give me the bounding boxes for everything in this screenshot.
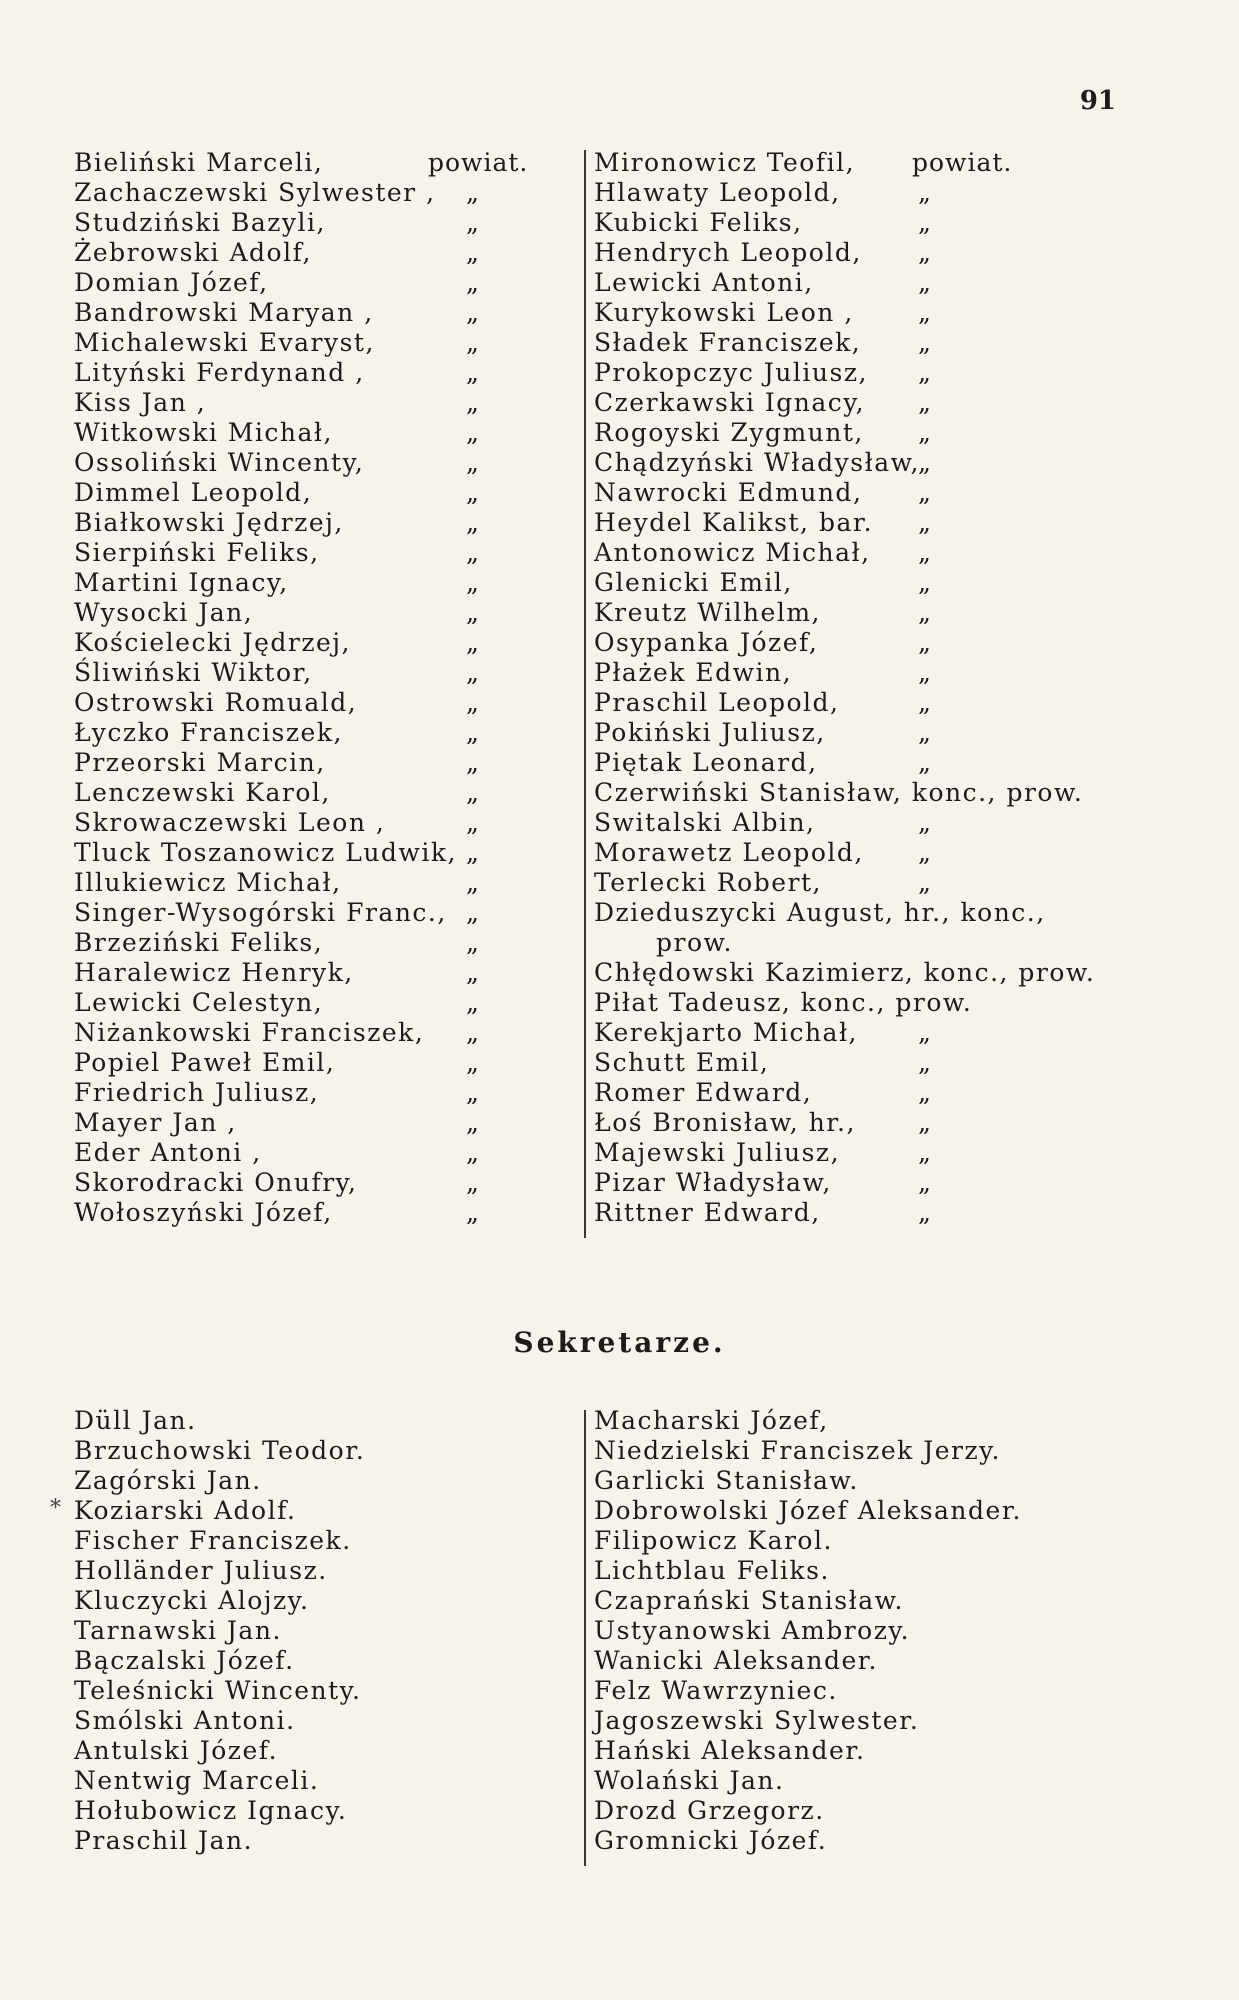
entry-name: Mironowicz Teofil, (594, 148, 856, 177)
entry-name: Rittner Edward, (594, 1198, 821, 1227)
name-entry (594, 538, 1094, 568)
name-entry (594, 238, 1094, 268)
name-entry (594, 868, 1094, 898)
powiat-list-left (74, 148, 544, 1228)
entry-mark: „ (918, 568, 933, 597)
secretary-entry: Kluczycki Alojzy. (74, 1586, 310, 1615)
entry-name: Lewicki Celestyn, (74, 988, 324, 1017)
entry-mark: „ (918, 1018, 933, 1047)
entry-mark: „ (918, 658, 933, 687)
name-entry (74, 1138, 544, 1168)
name-entry (74, 778, 544, 808)
name-entry (74, 718, 544, 748)
entry-mark: „ (918, 448, 933, 477)
entry-name: Czerkawski Ignacy, (594, 388, 866, 417)
name-entry (74, 568, 544, 598)
name-entry (74, 508, 544, 538)
powiat-list-right (594, 148, 1094, 1228)
entry-name: Haralewicz Henryk, (74, 958, 354, 987)
name-entry (594, 898, 1094, 928)
secretary-entry: Wolański Jan. (594, 1766, 785, 1795)
name-entry (594, 808, 1094, 838)
entry-name: Sładek Franciszek, (594, 328, 862, 357)
name-entry (74, 1168, 544, 1198)
entry-mark: „ (466, 298, 481, 327)
name-entry (74, 1198, 544, 1228)
entry-mark: „ (466, 838, 481, 867)
secretary-entry: Ustyanowski Ambrozy. (594, 1616, 911, 1645)
entry-name: Lewicki Antoni, (594, 268, 814, 297)
name-entry (594, 1138, 1094, 1168)
secretary-entry: Smólski Antoni. (74, 1706, 296, 1735)
entry-name: Michalewski Evaryst, (74, 328, 375, 357)
entry-name: Glenicki Emil, (594, 568, 793, 597)
entry-name: Piętak Leonard, (594, 748, 818, 777)
entry-name: Romer Edward, (594, 1078, 813, 1107)
entry-mark: „ (466, 628, 481, 657)
secretary-entry: Czaprański Stanisław. (594, 1586, 904, 1615)
entry-mark: powiat. (912, 148, 1013, 177)
entry-name: Skorodracki Onufry, (74, 1168, 358, 1197)
entry-mark: „ (466, 538, 481, 567)
entry-mark: „ (466, 958, 481, 987)
name-entry (594, 508, 1094, 538)
secretary-entry: Teleśnicki Wincenty. (74, 1676, 362, 1705)
entry-mark: „ (466, 1198, 481, 1227)
entry-name: Illukiewicz Michał, (74, 868, 342, 897)
entry-name: Tluck Toszanowicz Ludwik, (74, 838, 457, 867)
entry-mark: „ (466, 898, 481, 927)
entry-mark: „ (918, 538, 933, 567)
entry-name: Kościelecki Jędrzej, (74, 628, 351, 657)
entry-mark: „ (466, 598, 481, 627)
name-entry (74, 598, 544, 628)
entry-name: Białkowski Jędrzej, (74, 508, 344, 537)
secretary-entry: Koziarski Adolf. (74, 1496, 297, 1525)
entry-mark: „ (918, 838, 933, 867)
entry-mark: „ (918, 868, 933, 897)
entry-name: Rogoyski Zygmunt, (594, 418, 864, 447)
entry-name: Nawrocki Edmund, (594, 478, 863, 507)
name-entry (594, 1168, 1094, 1198)
name-entry (74, 808, 544, 838)
entry-mark: „ (466, 478, 481, 507)
entry-name: Popiel Paweł Emil, (74, 1048, 336, 1077)
name-entry (74, 328, 544, 358)
name-entry (74, 1078, 544, 1108)
secretary-entry: Nentwig Marceli. (74, 1766, 320, 1795)
entry-name: Schutt Emil, (594, 1048, 770, 1077)
entry-mark: „ (466, 388, 481, 417)
entry-mark: „ (466, 268, 481, 297)
entry-name: Mayer Jan , (74, 1108, 237, 1137)
entry-mark: „ (466, 208, 481, 237)
secretary-entry: Garlicki Stanisław. (594, 1466, 859, 1495)
secretary-entry: Antulski Józef. (74, 1736, 279, 1765)
entry-mark: „ (918, 478, 933, 507)
secretary-entry: Lichtblau Feliks. (594, 1556, 830, 1585)
name-entry (74, 178, 544, 208)
entry-mark: „ (918, 718, 933, 747)
name-entry (594, 328, 1094, 358)
entry-name: Ossoliński Wincenty, (74, 448, 365, 477)
entry-name: Chądzyński Władysław, (594, 448, 921, 477)
name-entry (74, 958, 544, 988)
entry-mark: „ (466, 778, 481, 807)
entry-name: Chłędowski Kazimierz, konc., prow. (594, 958, 1096, 987)
entry-name: Switalski Albin, (594, 808, 816, 837)
secretary-entry: Düll Jan. (74, 1406, 197, 1435)
entry-name: Piłat Tadeusz, konc., prow. (594, 988, 973, 1017)
entry-name: Kurykowski Leon , (594, 298, 854, 327)
entry-mark: „ (466, 1108, 481, 1137)
secretary-entry: Macharski Józef, (594, 1406, 829, 1435)
entry-mark: powiat. (428, 148, 529, 177)
page-number: 91 (1079, 86, 1116, 116)
entry-name: Wołoszyński Józef, (74, 1198, 333, 1227)
name-entry (594, 298, 1094, 328)
name-entry (594, 358, 1094, 388)
entry-mark: „ (466, 808, 481, 837)
entry-name: Sierpiński Feliks, (74, 538, 320, 567)
secretary-entry: Gromnicki Józef. (594, 1826, 828, 1855)
name-entry (74, 1108, 544, 1138)
entry-mark: „ (466, 928, 481, 957)
entry-mark: „ (466, 688, 481, 717)
entry-name: Kiss Jan , (74, 388, 207, 417)
entry-mark: „ (466, 718, 481, 747)
entry-name: Morawetz Leopold, (594, 838, 864, 867)
entry-mark: „ (466, 418, 481, 447)
name-entry (74, 838, 544, 868)
secretary-entry: Brzuchowski Teodor. (74, 1436, 366, 1465)
entry-mark: „ (918, 688, 933, 717)
entry-name: Witkowski Michał, (74, 418, 333, 447)
entry-mark: „ (918, 208, 933, 237)
name-entry (74, 538, 544, 568)
entry-name: Łoś Bronisław, hr., (594, 1108, 856, 1137)
entry-name: Zachaczewski Sylwester , (74, 178, 436, 207)
name-entry (594, 688, 1094, 718)
entry-name: Śliwiński Wiktor, (74, 658, 313, 687)
name-entry (594, 268, 1094, 298)
name-entry (594, 148, 1094, 178)
entry-name: Domian Józef, (74, 268, 269, 297)
entry-mark: „ (466, 1018, 481, 1047)
name-entry (594, 568, 1094, 598)
name-entry (74, 478, 544, 508)
entry-name: Terlecki Robert, (594, 868, 822, 897)
entry-mark: „ (466, 328, 481, 357)
entry-mark: „ (466, 748, 481, 777)
entry-mark: „ (466, 658, 481, 687)
secretary-entry: Bączalski Józef. (74, 1646, 295, 1675)
secretary-entry: Hołubowicz Ignacy. (74, 1796, 348, 1825)
entry-name: Niżankowski Franciszek, (74, 1018, 425, 1047)
name-entry (74, 358, 544, 388)
secretary-entry: Wanicki Aleksander. (594, 1646, 878, 1675)
entry-name: Praschil Leopold, (594, 688, 840, 717)
entry-name: Żebrowski Adolf, (74, 238, 312, 267)
entry-mark: „ (918, 238, 933, 267)
entry-mark: „ (918, 628, 933, 657)
entry-name: Hlawaty Leopold, (594, 178, 841, 207)
entry-name: Majewski Juliusz, (594, 1138, 841, 1167)
entry-name: Studziński Bazyli, (74, 208, 326, 237)
entry-mark: „ (918, 1078, 933, 1107)
entry-mark: „ (918, 178, 933, 207)
entry-name: Hendrych Leopold, (594, 238, 862, 267)
name-entry (74, 928, 544, 958)
entry-mark: „ (466, 178, 481, 207)
entry-name: Płażek Edwin, (594, 658, 793, 687)
secretary-entry: Hański Aleksander. (594, 1736, 866, 1765)
name-entry (74, 1018, 544, 1048)
entry-mark: „ (918, 598, 933, 627)
name-entry (594, 748, 1094, 778)
entry-mark: „ (918, 358, 933, 387)
entry-name: Eder Antoni , (74, 1138, 262, 1167)
name-entry (594, 418, 1094, 448)
entry-name: Brzeziński Feliks, (74, 928, 324, 957)
entry-mark: „ (918, 1198, 933, 1227)
name-entry (74, 418, 544, 448)
column-divider-bottom (584, 1410, 586, 1866)
name-entry (594, 448, 1094, 478)
name-entry (74, 388, 544, 418)
entry-name: Pokiński Juliusz, (594, 718, 826, 747)
secretary-entry: Felz Wawrzyniec. (594, 1676, 838, 1705)
entry-name: Ostrowski Romuald, (74, 688, 358, 717)
entry-mark: „ (466, 1048, 481, 1077)
secretary-entry: Fischer Franciszek. (74, 1526, 352, 1555)
name-entry (74, 448, 544, 478)
entry-mark: „ (466, 1168, 481, 1197)
entry-name: Bieliński Marceli, (74, 148, 324, 177)
secretary-entry: Tarnawski Jan. (74, 1616, 282, 1645)
entry-mark: „ (466, 1078, 481, 1107)
entry-mark: „ (466, 508, 481, 537)
entry-mark: „ (466, 448, 481, 477)
name-entry (74, 658, 544, 688)
sekretarze-list-right (594, 1406, 1022, 1856)
entry-mark: „ (918, 268, 933, 297)
secretary-entry: Holländer Juliusz. (74, 1556, 328, 1585)
entry-mark: „ (918, 388, 933, 417)
entry-mark: „ (918, 1168, 933, 1197)
entry-name: Kerekjarto Michał, (594, 1018, 858, 1047)
name-entry (594, 658, 1094, 688)
entry-mark: „ (918, 1108, 933, 1137)
asterisk-mark: * (50, 1496, 61, 1521)
name-entry (594, 958, 1094, 988)
name-entry (74, 268, 544, 298)
secretary-entry: Dobrowolski Józef Aleksander. (594, 1496, 1022, 1525)
name-entry (594, 178, 1094, 208)
entry-mark: „ (466, 1138, 481, 1167)
entry-name: Pizar Władysław, (594, 1168, 832, 1197)
secretary-entry: Jagoszewski Sylwester. (594, 1706, 920, 1735)
entry-mark: „ (918, 298, 933, 327)
entry-mark: „ (466, 568, 481, 597)
name-entry (594, 988, 1094, 1018)
entry-name: Prokopczyc Juliusz, (594, 358, 868, 387)
entry-name: Dzieduszycki August, hr., konc., (594, 898, 1046, 927)
entry-name: Singer-Wysogórski Franc., (74, 898, 447, 927)
name-entry (74, 148, 544, 178)
name-entry (74, 688, 544, 718)
entry-name: Kreutz Wilhelm, (594, 598, 821, 627)
entry-mark: „ (918, 808, 933, 837)
secretary-entry: Drozd Grzegorz. (594, 1796, 825, 1825)
entry-mark: „ (918, 1138, 933, 1167)
name-entry (594, 838, 1094, 868)
name-entry (594, 928, 1094, 958)
secretary-entry: Niedzielski Franciszek Jerzy. (594, 1436, 1001, 1465)
name-entry (594, 388, 1094, 418)
entry-name: Wysocki Jan, (74, 598, 254, 627)
name-entry (594, 1198, 1094, 1228)
name-entry (74, 988, 544, 1018)
name-entry (74, 1048, 544, 1078)
entry-name: Skrowaczewski Leon , (74, 808, 386, 837)
name-entry (594, 778, 1094, 808)
entry-mark: „ (466, 238, 481, 267)
entry-name: Osypanka Józef, (594, 628, 819, 657)
name-entry (594, 1108, 1094, 1138)
entry-mark: „ (466, 868, 481, 897)
name-entry (74, 868, 544, 898)
column-divider-top (584, 150, 586, 1238)
name-entry (74, 628, 544, 658)
entry-mark: „ (918, 328, 933, 357)
sekretarze-list-left (74, 1406, 365, 1856)
section-title-sekretarze: Sekretarze. (513, 1326, 726, 1359)
entry-name: Lenczewski Karol, (74, 778, 331, 807)
entry-name: Martini Ignacy, (74, 568, 289, 597)
name-entry (74, 298, 544, 328)
secretary-entry: Zagórski Jan. (74, 1466, 262, 1495)
name-entry (74, 208, 544, 238)
name-entry (594, 628, 1094, 658)
name-entry (594, 1078, 1094, 1108)
entry-mark: „ (466, 988, 481, 1017)
entry-mark: „ (918, 508, 933, 537)
name-entry (594, 208, 1094, 238)
name-entry (74, 238, 544, 268)
name-entry (594, 1048, 1094, 1078)
entry-name: Heydel Kalikst, bar. (594, 508, 874, 537)
name-entry (594, 478, 1094, 508)
entry-mark: „ (918, 418, 933, 447)
entry-name: prow. (656, 928, 733, 957)
name-entry (74, 898, 544, 928)
entry-name: Czerwiński Stanisław, konc., prow. (594, 778, 1084, 807)
name-entry (594, 1018, 1094, 1048)
name-entry (594, 718, 1094, 748)
entry-name: Friedrich Juliusz, (74, 1078, 320, 1107)
entry-name: Przeorski Marcin, (74, 748, 326, 777)
entry-mark: „ (918, 748, 933, 777)
entry-name: Kubicki Feliks, (594, 208, 803, 237)
entry-name: Lityński Ferdynand , (74, 358, 365, 387)
entry-name: Bandrowski Maryan , (74, 298, 374, 327)
entry-name: Łyczko Franciszek, (74, 718, 343, 747)
secretary-entry: Praschil Jan. (74, 1826, 254, 1855)
entry-name: Antonowicz Michał, (594, 538, 871, 567)
secretary-entry: Filipowicz Karol. (594, 1526, 833, 1555)
entry-mark: „ (466, 358, 481, 387)
name-entry (594, 598, 1094, 628)
entry-name: Dimmel Leopold, (74, 478, 313, 507)
entry-mark: „ (918, 1048, 933, 1077)
name-entry (74, 748, 544, 778)
